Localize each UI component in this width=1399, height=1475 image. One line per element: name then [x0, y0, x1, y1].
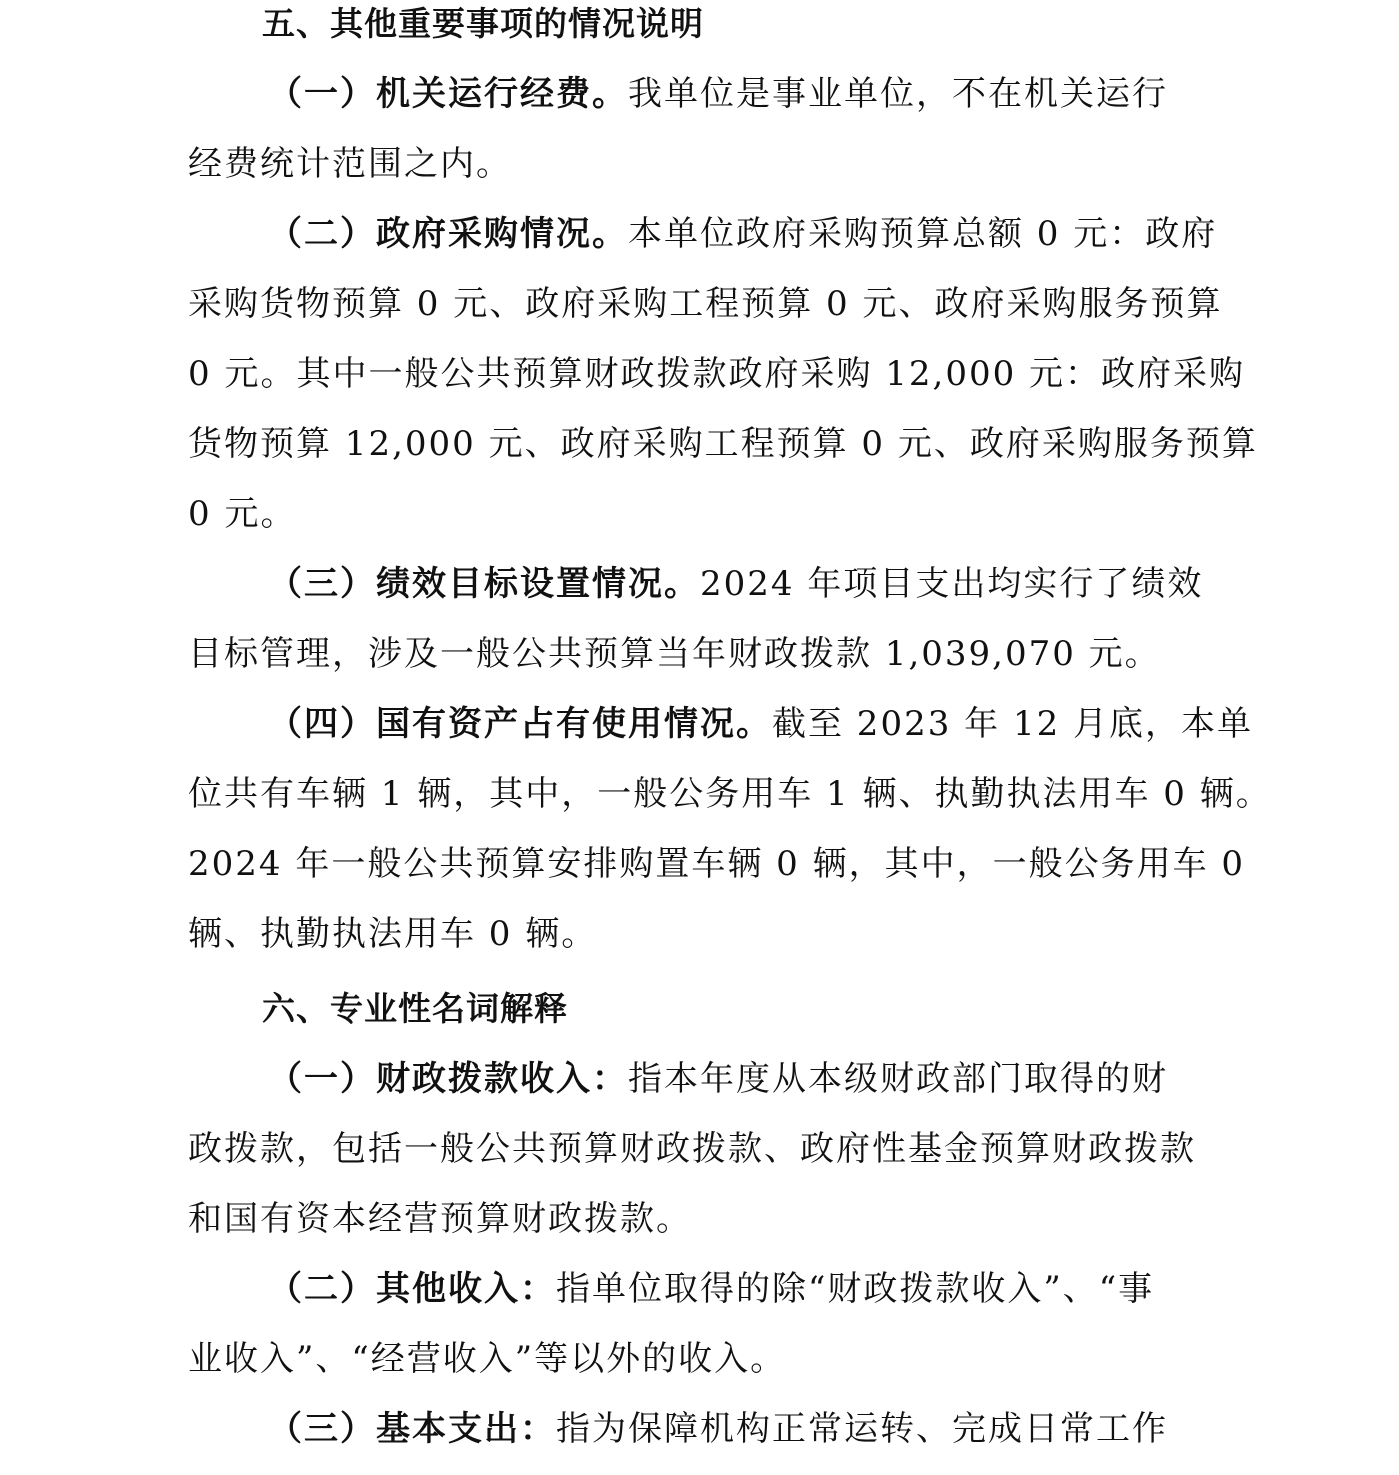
paragraph-line: 和国有资本经营预算财政拨款。 — [188, 1199, 692, 1239]
paragraph-first-line — [268, 1405, 1168, 1475]
paragraph-first-line — [268, 560, 1203, 630]
paragraph-text: 指本年度从本级财政部门取得的财 — [628, 1059, 1168, 1099]
section-heading: 六、专业性名词解释 — [262, 989, 568, 1028]
paragraph-line: 经费统计范围之内。 — [188, 144, 512, 184]
paragraph-lead: （四）国有资产占有使用情况。 — [268, 704, 772, 744]
paragraph-line: 采购货物预算 0 元、政府采购工程预算 0 元、政府采购服务预算 — [188, 284, 1223, 324]
paragraph-first-line — [268, 700, 1253, 770]
paragraph-line: 业收入”、“经营收入”等以外的收入。 — [188, 1339, 787, 1379]
paragraph-line: 辆、执勤执法用车 0 辆。 — [188, 914, 598, 954]
paragraph-line: 政拨款，包括一般公共预算财政拨款、政府性基金预算财政拨款 — [188, 1129, 1196, 1169]
paragraph-lead: （一）机关运行经费。 — [268, 74, 628, 114]
paragraph-line: 位共有车辆 1 辆，其中，一般公务用车 1 辆、执勤执法用车 0 辆。 — [188, 774, 1272, 814]
paragraph-lead: （三）绩效目标设置情况。 — [268, 564, 700, 604]
paragraph-lead: （一）财政拨款收入： — [268, 1059, 628, 1099]
paragraph-line: 0 元。 — [188, 494, 297, 534]
paragraph-text: 我单位是事业单位，不在机关运行 — [628, 74, 1168, 114]
paragraph-lead: （二）政府采购情况。 — [268, 214, 628, 254]
paragraph-first-line — [268, 210, 1217, 280]
paragraph-line: 0 元。其中一般公共预算财政拨款政府采购 12,000 元：政府采购 — [188, 354, 1246, 394]
paragraph-text: 2024 年项目支出均实行了绩效 — [700, 564, 1204, 604]
paragraph-text: 截至 2023 年 12 月底，本单 — [772, 704, 1254, 744]
paragraph-line: 货物预算 12,000 元、政府采购工程预算 0 元、政府采购服务预算 — [188, 424, 1258, 464]
section-heading: 五、其他重要事项的情况说明 — [262, 4, 704, 43]
paragraph-text: 本单位政府采购预算总额 0 元：政府 — [628, 214, 1218, 254]
paragraph-text: 指单位取得的除“财政拨款收入”、“事 — [556, 1269, 1155, 1309]
paragraph-lead: （三）基本支出： — [268, 1409, 556, 1449]
paragraph-line: 目标管理，涉及一般公共预算当年财政拨款 1,039,070 元。 — [188, 634, 1161, 674]
paragraph-first-line — [268, 70, 1168, 140]
paragraph-line: 2024 年一般公共预算安排购置车辆 0 辆，其中，一般公务用车 0 — [188, 844, 1246, 884]
paragraph-lead: （二）其他收入： — [268, 1269, 556, 1309]
paragraph-text: 指为保障机构正常运转、完成日常工作 — [556, 1409, 1168, 1449]
paragraph-first-line — [268, 1055, 1168, 1125]
paragraph-first-line — [268, 1265, 1154, 1335]
